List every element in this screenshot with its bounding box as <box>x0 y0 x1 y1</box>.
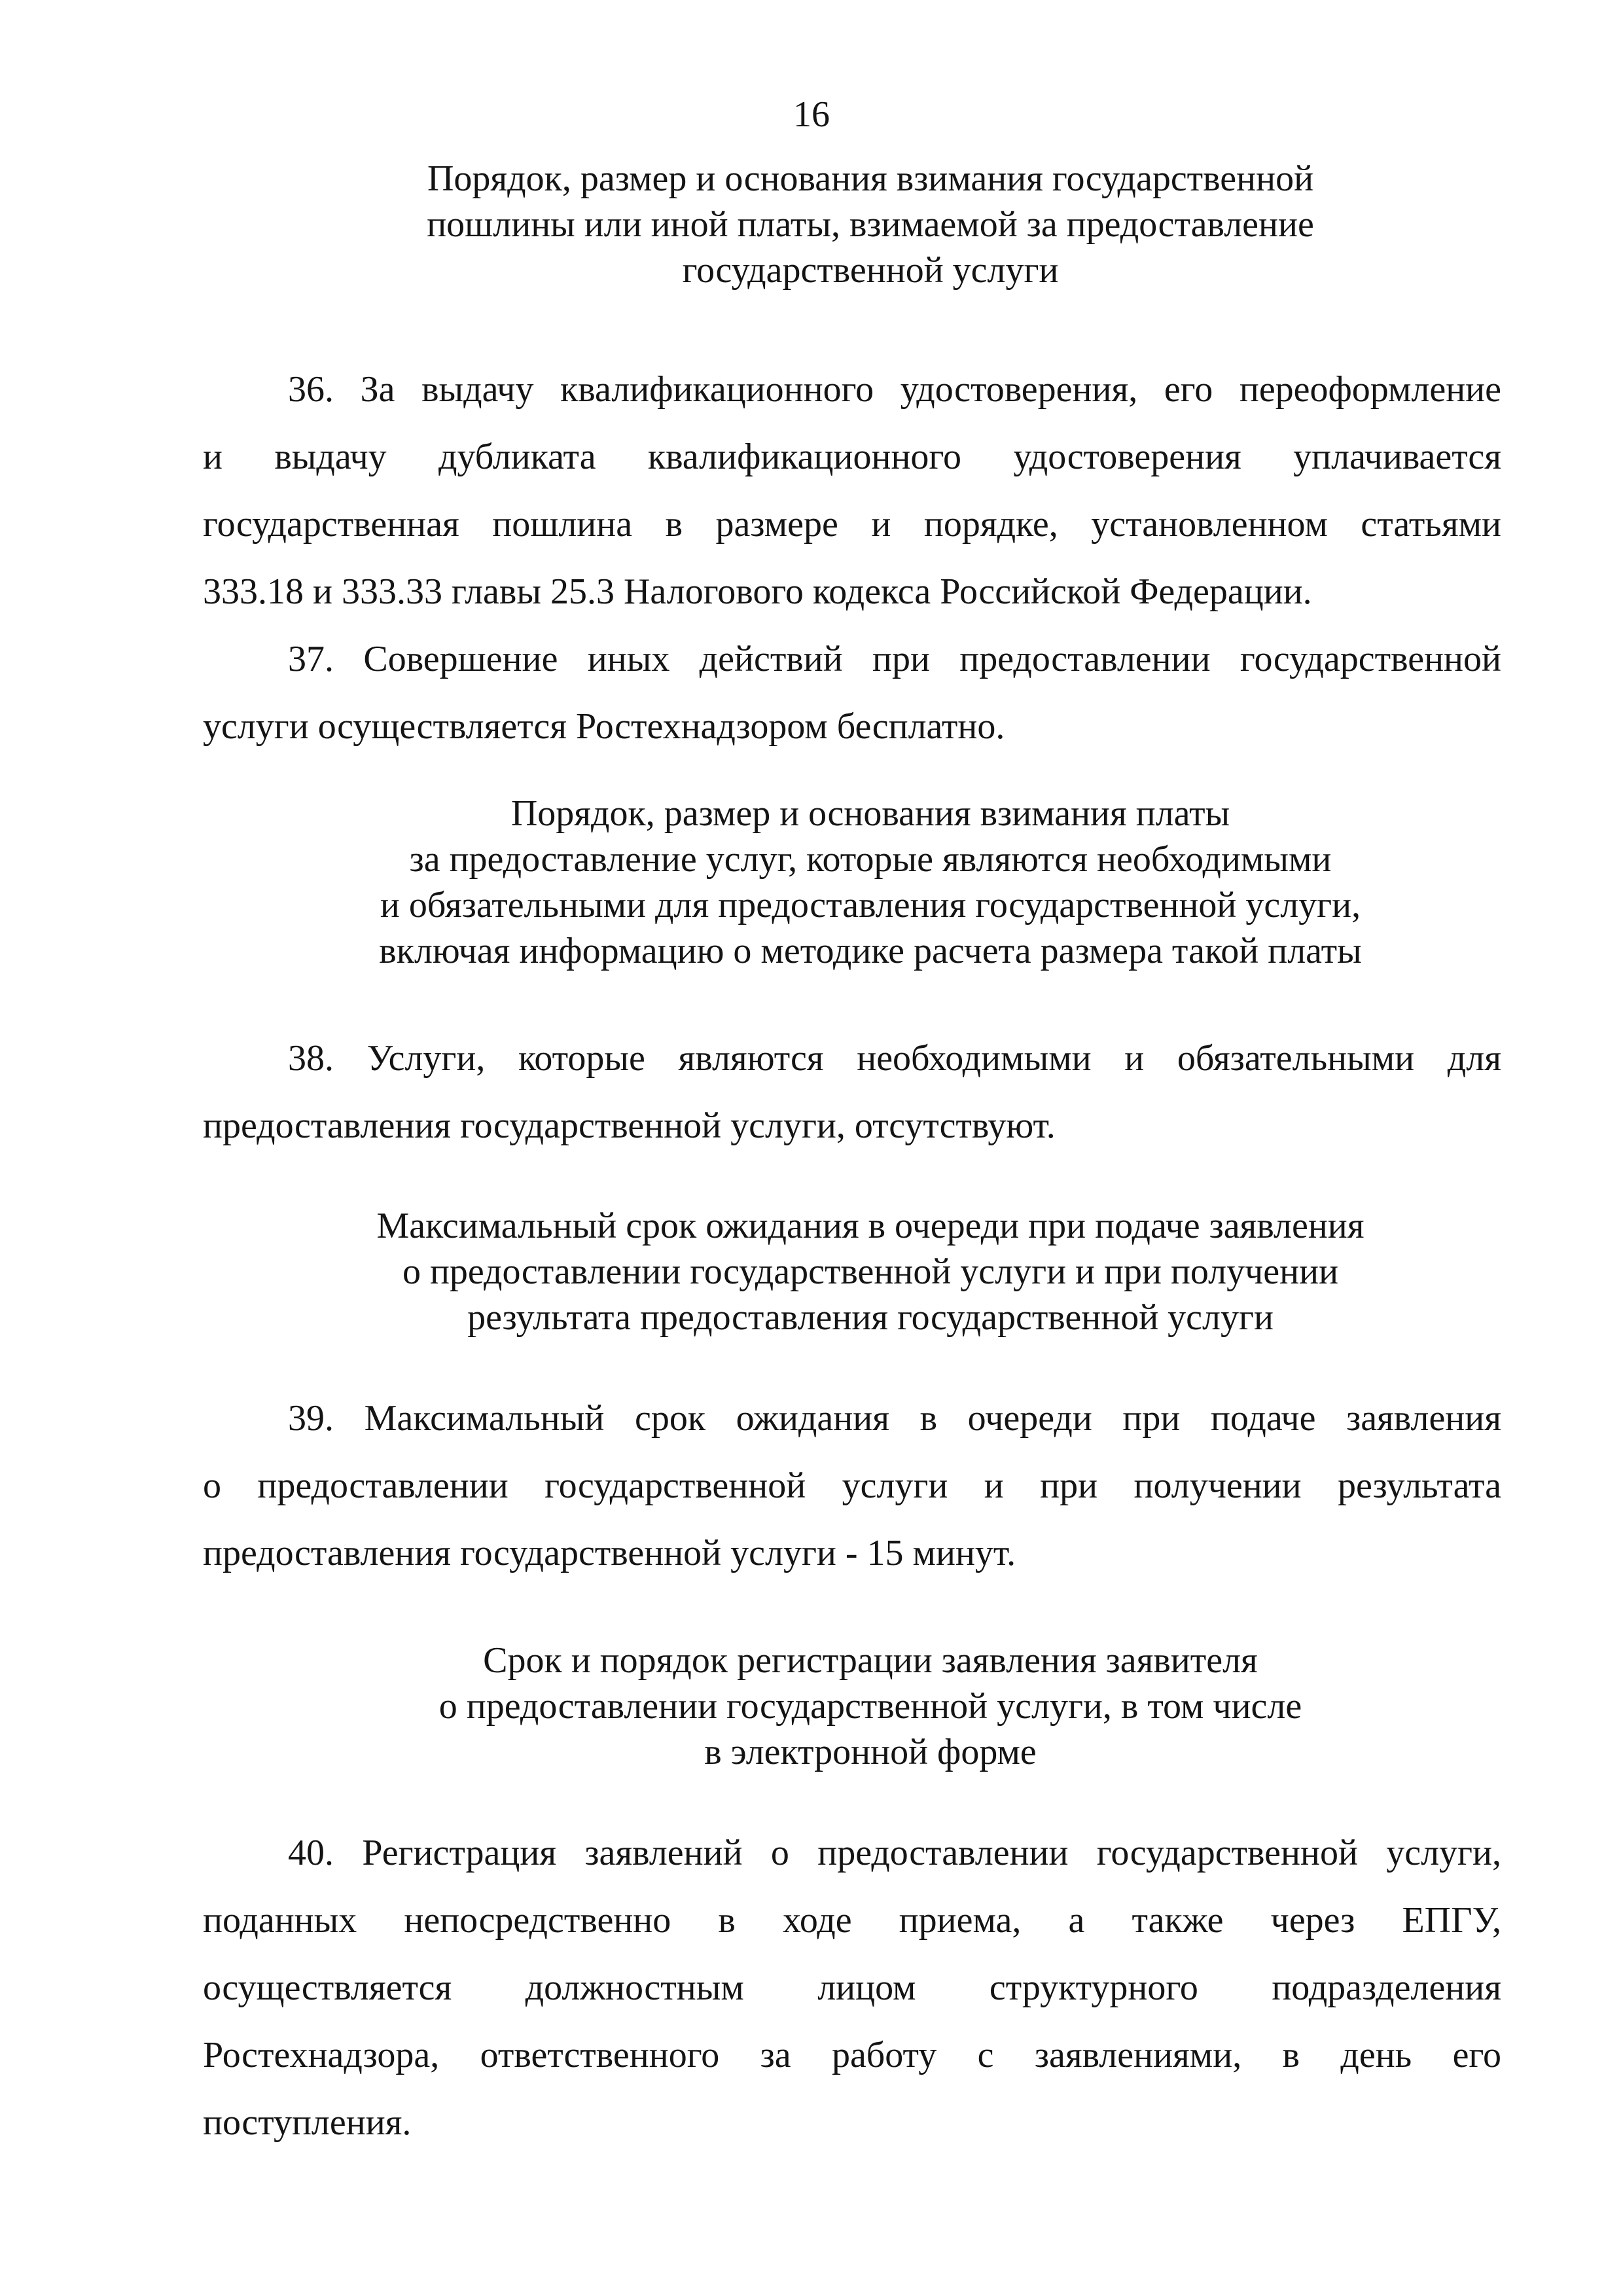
heading-line: Максимальный срок ожидания в очереди при подаче заявления <box>376 1206 1364 1246</box>
heading-line: в электронной форме <box>704 1732 1037 1772</box>
paragraph-line: о предоставлении государственной услуги и при получении результата <box>203 1465 1501 1506</box>
paragraph-line: 36. За выдачу квалификационного удостоверения, его переоформление <box>288 369 1501 410</box>
section-heading-fee <box>294 156 1446 293</box>
paragraph-line: и выдачу дубликата квалификационного удостоверения уплачивается <box>203 437 1501 477</box>
heading-line: Порядок, размер и основания взимания государственной <box>427 158 1314 199</box>
paragraph-line: предоставления государственной услуги - 15 минут. <box>203 1533 1016 1573</box>
section-heading-services-fee <box>294 791 1446 974</box>
paragraph-line: поданных непосредственно в ходе приема, а также через ЕПГУ, <box>203 1900 1501 1941</box>
heading-line: результата предоставления государственной услуги <box>467 1297 1274 1338</box>
section-heading-waiting-time <box>294 1203 1446 1340</box>
paragraph-40 <box>203 1820 1501 2157</box>
paragraph-line: Ростехнадзора, ответственного за работу с заявлениями, в день его <box>203 2035 1501 2075</box>
heading-line: о предоставлении государственной услуги, в том числе <box>438 1686 1302 1727</box>
paragraph-line: осуществляется должностным лицом структурного подразделения <box>203 1967 1501 2008</box>
paragraph-line: 37. Совершение иных действий при предоставлении государственной <box>288 639 1501 679</box>
heading-line: включая информацию о методике расчета размера такой платы <box>379 931 1362 971</box>
paragraph-37 <box>203 626 1501 761</box>
heading-line: и обязательными для предоставления государственной услуги, <box>380 885 1361 925</box>
paragraph-line: 38. Услуги, которые являются необходимыми и обязательными для <box>288 1038 1501 1079</box>
heading-line: о предоставлении государственной услуги и при получении <box>402 1251 1339 1292</box>
heading-line: государственной услуги <box>682 250 1059 291</box>
heading-line: Порядок, размер и основания взимания платы <box>510 793 1230 834</box>
heading-line: Срок и порядок регистрации заявления заявителя <box>483 1640 1258 1681</box>
paragraph-line: 40. Регистрация заявлений о предоставлении государственной услуги, <box>288 1833 1501 1873</box>
paragraph-line: 39. Максимальный срок ожидания в очереди при подаче заявления <box>288 1398 1501 1439</box>
paragraph-36 <box>203 356 1501 626</box>
paragraph-line: поступления. <box>203 2102 412 2143</box>
paragraph-line: 333.18 и 333.33 главы 25.3 Налогового кодекса Российской Федерации. <box>203 571 1312 612</box>
paragraph-line: предоставления государственной услуги, отсутствуют. <box>203 1105 1056 1146</box>
section-heading-registration <box>294 1638 1446 1775</box>
page-number: 16 <box>793 94 830 135</box>
paragraph-line: услуги осуществляется Ростехнадзором бесплатно. <box>203 706 1005 747</box>
heading-line: пошлины или иной платы, взимаемой за предоставление <box>427 204 1314 245</box>
heading-line: за предоставление услуг, которые являются необходимыми <box>409 839 1332 880</box>
paragraph-38 <box>203 1025 1501 1160</box>
paragraph-line: государственная пошлина в размере и порядке, установленном статьями <box>203 504 1501 545</box>
paragraph-39 <box>203 1385 1501 1587</box>
